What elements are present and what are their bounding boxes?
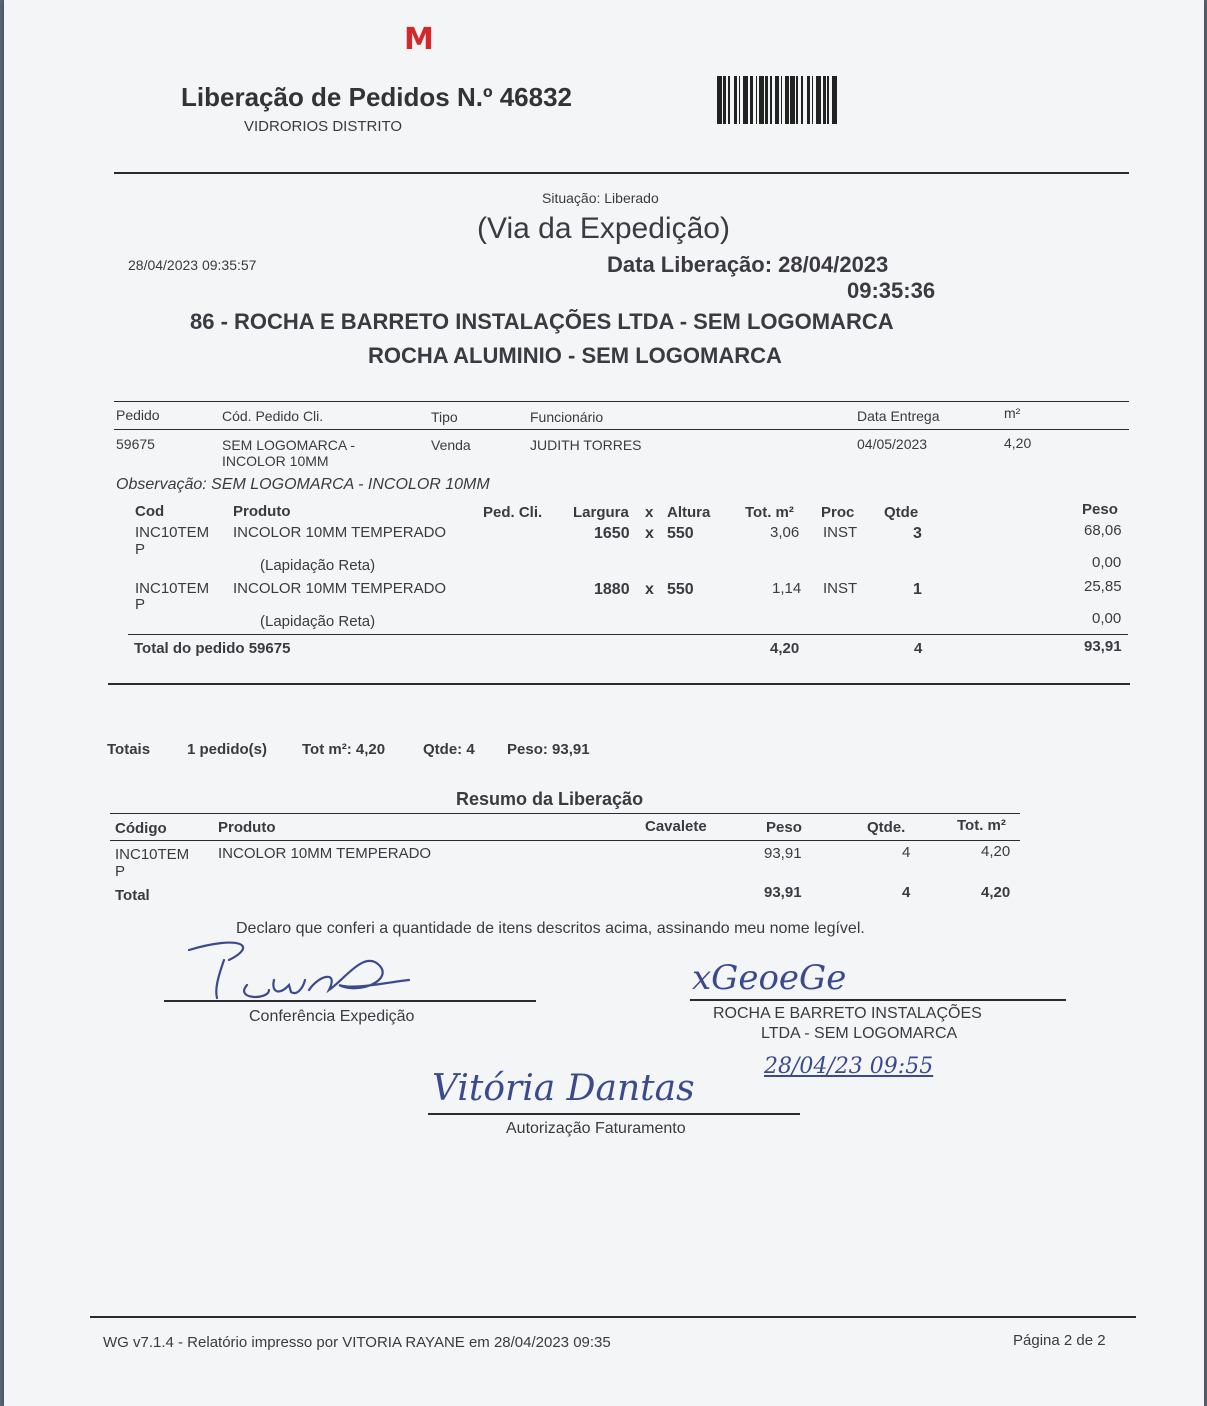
item-x: x — [645, 581, 654, 598]
order-total-label: Total do pedido 59675 — [134, 640, 291, 657]
items-col-peso: Peso — [1082, 501, 1118, 518]
order-tipo: Venda — [431, 437, 471, 453]
summary-col-cavalete: Cavalete — [645, 818, 707, 835]
summary-row-codigo-cont: P — [115, 863, 126, 880]
item-sub-peso: 0,00 — [1092, 554, 1122, 571]
order-funcionario: JUDITH TORRES — [530, 437, 642, 453]
handwritten-date: 28/04/23 09:55 — [764, 1054, 934, 1079]
client-name: 86 - ROCHA E BARRETO INSTALAÇÕES LTDA - SEM LOGOMARCA — [190, 309, 894, 334]
item-altura: 550 — [667, 581, 694, 598]
document-page — [4, 0, 1204, 1406]
handwritten-signature-bottom: Vitória Dantas — [432, 1068, 695, 1109]
totals-peso: Peso: 93,91 — [507, 741, 590, 758]
totals-qtde: Qtde: 4 — [423, 741, 475, 758]
col-data-entrega: Data Entrega — [857, 408, 940, 424]
handwritten-signature-left — [179, 930, 429, 1005]
item-proc: INST — [823, 580, 858, 597]
item-largura: 1880 — [594, 581, 630, 598]
footer-page-number: Página 2 de 2 — [1013, 1332, 1106, 1349]
document-title: Liberação de Pedidos N.º 46832 — [181, 82, 572, 112]
totals-label: Totais — [107, 741, 151, 758]
totals-pedidos: 1 pedido(s) — [187, 741, 268, 758]
divider — [110, 840, 1020, 841]
item-produto: INCOLOR 10MM TEMPERADO — [233, 524, 447, 541]
col-tipo: Tipo — [431, 409, 458, 425]
item-sub-peso: 0,00 — [1092, 610, 1122, 627]
items-col-ped-cli: Ped. Cli. — [483, 504, 543, 521]
order-total-qtde: 4 — [914, 640, 923, 657]
signature-line-left — [164, 1000, 536, 1002]
signature-line-right — [690, 999, 1066, 1001]
item-cod-cont: P — [135, 541, 146, 558]
item-peso: 68,06 — [1084, 522, 1122, 539]
items-col-altura: Altura — [667, 504, 711, 521]
summary-total-qtde: 4 — [902, 884, 911, 901]
release-time: 09:35:36 — [847, 278, 936, 303]
summary-col-qtde: Qtde. — [867, 819, 906, 836]
items-col-proc: Proc — [821, 504, 855, 521]
items-col-produto: Produto — [233, 503, 291, 520]
handwritten-mark: M — [404, 22, 434, 57]
divider — [114, 172, 1129, 174]
order-pedido: 59675 — [116, 436, 155, 452]
item-cod: INC10TEM — [135, 580, 210, 597]
order-total-peso: 93,91 — [1084, 638, 1122, 655]
divider — [128, 634, 1128, 635]
observation: Observação: SEM LOGOMARCA - INCOLOR 10MM — [116, 476, 490, 493]
signature-line-bottom — [428, 1113, 800, 1115]
divider — [114, 401, 1129, 402]
signature-label-right-1: ROCHA E BARRETO INSTALAÇÕES — [713, 1005, 982, 1022]
item-tot-m2: 1,14 — [772, 580, 802, 597]
order-data-entrega: 04/05/2023 — [857, 436, 928, 452]
footer-print-info: WG v7.1.4 - Relatório impresso por VITORIA RAYANE em 28/04/2023 09:35 — [103, 1334, 611, 1351]
items-col-qtde: Qtde — [884, 504, 919, 521]
item-sub: (Lapidação Reta) — [260, 613, 376, 630]
item-peso: 25,85 — [1084, 578, 1122, 595]
item-sub: (Lapidação Reta) — [260, 557, 376, 574]
signature-label-left: Conferência Expedição — [249, 1008, 415, 1025]
order-cod-1: SEM LOGOMARCA - — [222, 437, 356, 453]
summary-row-produto: INCOLOR 10MM TEMPERADO — [218, 845, 432, 862]
order-cod-2: INCOLOR 10MM — [222, 453, 329, 469]
summary-title: Resumo da Liberação — [456, 789, 644, 809]
item-x: x — [645, 525, 654, 542]
summary-total-label: Total — [115, 887, 150, 904]
company-name: VIDRORIOS DISTRITO — [244, 118, 403, 135]
status-text: Situação: Liberado — [542, 190, 659, 206]
summary-row-qtde: 4 — [902, 844, 911, 861]
divider — [108, 683, 1130, 685]
item-qtde: 3 — [913, 525, 922, 542]
divider — [110, 813, 1020, 814]
divider — [114, 429, 1129, 430]
totals-m2: Tot m²: 4,20 — [302, 741, 386, 758]
col-cod-pedido: Cód. Pedido Cli. — [222, 408, 324, 424]
summary-total-peso: 93,91 — [764, 884, 802, 901]
item-cod: INC10TEM — [135, 524, 210, 541]
signature-label-right-2: LTDA - SEM LOGOMARCA — [761, 1025, 958, 1042]
barcode — [717, 76, 897, 124]
summary-col-produto: Produto — [218, 819, 276, 836]
via-label: (Via da Expedição) — [477, 212, 730, 245]
items-col-largura: Largura — [573, 504, 629, 521]
item-qtde: 1 — [913, 581, 922, 598]
summary-col-codigo: Código — [115, 820, 167, 837]
item-proc: INST — [823, 524, 858, 541]
divider — [90, 1316, 1136, 1318]
signature-label-bottom: Autorização Faturamento — [506, 1120, 686, 1137]
items-col-tot-m2: Tot. m² — [745, 504, 794, 521]
item-altura: 550 — [667, 525, 694, 542]
barcode-bar — [832, 76, 837, 124]
items-col-cod: Cod — [135, 503, 165, 520]
order-total-m2: 4,20 — [770, 640, 800, 657]
declaration-text: Declaro que conferi a quantidade de itens descritos acima, assinando meu nome legível. — [236, 920, 865, 937]
items-col-x: x — [645, 504, 654, 521]
item-cod-cont: P — [135, 596, 146, 613]
col-funcionario: Funcionário — [530, 409, 604, 425]
print-datetime: 28/04/2023 09:35:57 — [128, 257, 257, 273]
summary-row-tot-m2: 4,20 — [981, 843, 1011, 860]
order-m2: 4,20 — [1004, 435, 1032, 451]
summary-row-peso: 93,91 — [764, 845, 802, 862]
col-pedido: Pedido — [116, 407, 160, 423]
handwritten-signature-right: xGeoeGe — [692, 958, 847, 998]
client-subname: ROCHA ALUMINIO - SEM LOGOMARCA — [368, 343, 782, 368]
item-tot-m2: 3,06 — [770, 524, 800, 541]
item-produto: INCOLOR 10MM TEMPERADO — [233, 580, 447, 597]
summary-total-tot-m2: 4,20 — [981, 884, 1011, 901]
summary-row-codigo: INC10TEM — [115, 846, 190, 863]
item-largura: 1650 — [594, 525, 630, 542]
release-date: Data Liberação: 28/04/2023 — [607, 252, 889, 277]
summary-col-peso: Peso — [766, 819, 802, 836]
summary-col-tot-m2: Tot. m² — [957, 817, 1006, 834]
col-m2: m² — [1004, 405, 1021, 421]
